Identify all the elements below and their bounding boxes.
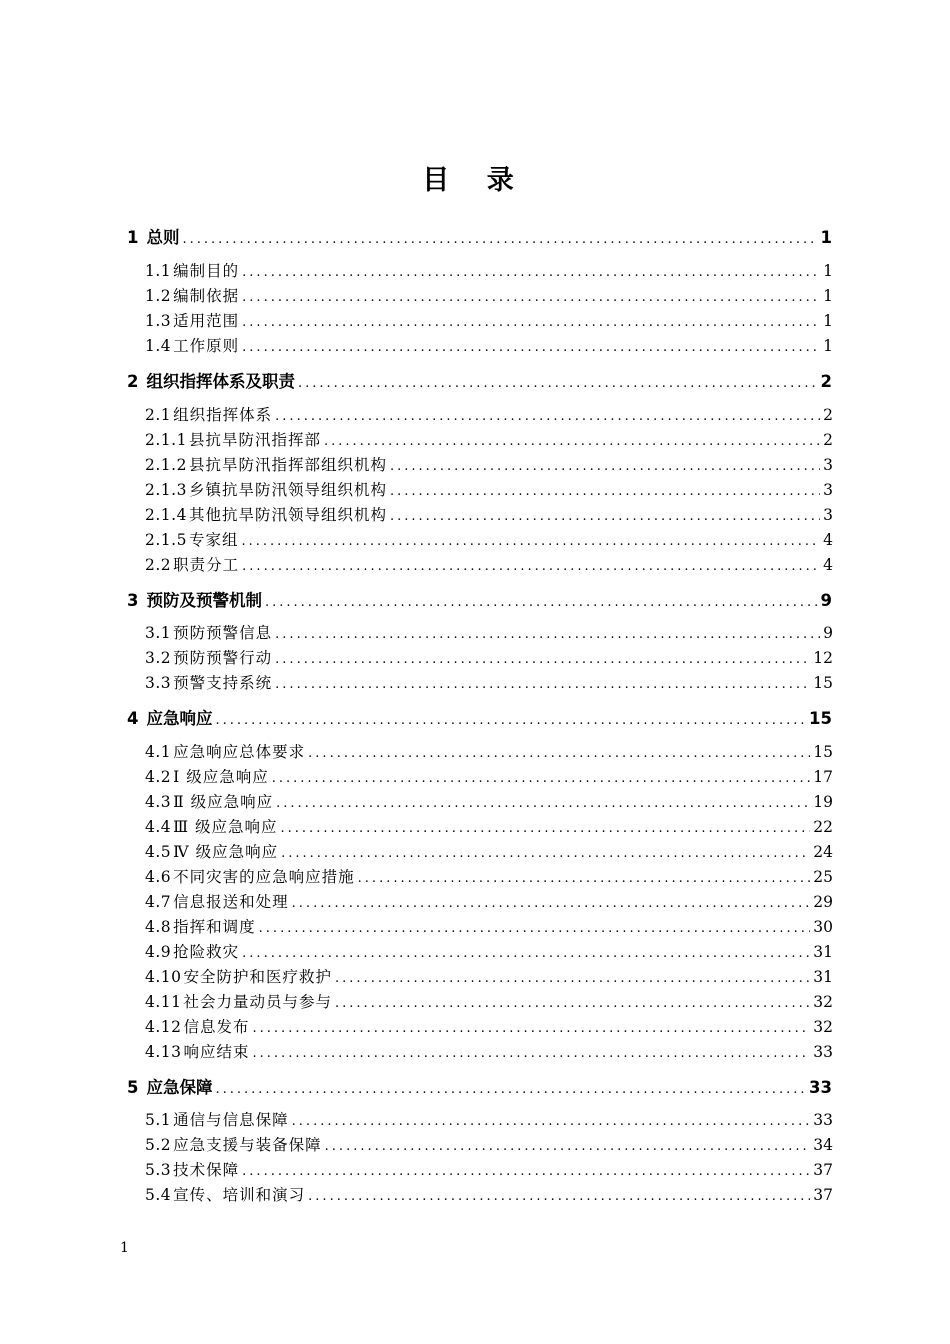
- toc-entry-number: 5: [127, 1078, 139, 1097]
- toc-leader-dots: [390, 484, 820, 499]
- toc-leader-dots: [275, 627, 820, 642]
- toc-entry[interactable]: [145, 840, 833, 862]
- toc-entry-page: 1: [823, 262, 833, 280]
- toc-entry-page: 15: [809, 709, 832, 728]
- toc-entry[interactable]: [127, 705, 832, 729]
- toc-entry-title: 专家组: [188, 531, 239, 549]
- toc-entry-number: 2.1.1: [145, 431, 187, 449]
- toc-entry-number: 1: [127, 228, 139, 247]
- toc-leader-dots: [335, 971, 810, 986]
- toc-entry-page: 30: [813, 918, 833, 936]
- toc-entry[interactable]: [145, 503, 833, 525]
- toc-leader-dots: [276, 796, 810, 811]
- toc-entry-number: 3.2: [145, 649, 172, 667]
- toc-entry-title: Ⅱ 级应急响应: [173, 793, 274, 811]
- toc-entry-page: 12: [813, 649, 833, 667]
- toc-leader-dots: [358, 871, 811, 886]
- toc-entry-title: 应急保障: [146, 1078, 213, 1097]
- toc-entry[interactable]: [145, 940, 833, 962]
- toc-leader-dots: [275, 677, 810, 692]
- toc-entry[interactable]: [145, 790, 833, 812]
- toc-entry-number: 4.4: [145, 818, 172, 836]
- toc-entry-number: 3.1: [145, 624, 172, 642]
- toc-entry-title: 预警支持系统: [173, 674, 273, 692]
- toc-entry[interactable]: [127, 1074, 832, 1098]
- toc-entry-number: 3: [127, 591, 139, 610]
- toc-leader-dots: [242, 1164, 810, 1179]
- toc-entry[interactable]: [145, 1015, 833, 1037]
- toc-leader-dots: [275, 409, 820, 424]
- toc-entry-title: 预防及预警机制: [146, 591, 262, 610]
- toc-entry-page: 34: [813, 1136, 833, 1154]
- toc-entry-title: 抢险救灾: [173, 943, 240, 961]
- toc-leader-dots: [292, 896, 811, 911]
- toc-entry-page: 32: [813, 993, 833, 1011]
- toc-entry-page: 31: [813, 943, 833, 961]
- toc-leader-dots: [390, 459, 820, 474]
- toc-entry-page: 4: [823, 556, 833, 574]
- toc-entry[interactable]: [145, 1183, 833, 1205]
- toc-entry-title: 乡镇抗旱防汛领导组织机构: [188, 481, 387, 499]
- toc-entry-title: 信息报送和处理: [173, 893, 289, 911]
- toc-entry-title: 预防预警行动: [173, 649, 273, 667]
- toc-entry-title: 响应结束: [183, 1043, 250, 1061]
- toc-entry-title: 其他抗旱防汛领导组织机构: [188, 506, 387, 524]
- toc-entry-title: Ⅳ 级应急响应: [173, 843, 279, 861]
- toc-leader-dots: [253, 1046, 811, 1061]
- toc-entry-page: 22: [813, 818, 833, 836]
- toc-entry-page: 24: [813, 843, 833, 861]
- page-title: 目 录: [422, 165, 528, 196]
- toc-entry-page: 1: [823, 312, 833, 330]
- toc-entry-number: 4.7: [145, 893, 172, 911]
- toc-entry[interactable]: [145, 528, 833, 550]
- toc-leader-dots: [298, 376, 818, 391]
- toc-leader-dots: [324, 434, 820, 449]
- toc-leader-dots: [281, 846, 810, 861]
- toc-entry-title: 安全防护和医疗救护: [183, 968, 333, 986]
- toc-entry-title: 县抗旱防汛指挥部: [188, 431, 321, 449]
- toc-entry-number: 4.6: [145, 868, 172, 886]
- toc-entry[interactable]: [145, 646, 833, 668]
- toc-entry-title: 应急响应总体要求: [173, 743, 306, 761]
- toc-leader-dots: [265, 595, 818, 610]
- toc-entry[interactable]: [145, 915, 833, 937]
- toc-leader-dots: [281, 821, 811, 836]
- toc-entry-page: 1: [823, 287, 833, 305]
- toc-entry-number: 5.2: [145, 1136, 172, 1154]
- toc-entry[interactable]: [145, 671, 833, 693]
- toc-entry-number: 5.4: [145, 1186, 172, 1204]
- toc-entry-page: 33: [809, 1078, 832, 1097]
- toc-leader-dots: [215, 1082, 806, 1097]
- toc-entry[interactable]: [145, 403, 833, 425]
- toc-entry-number: 4.8: [145, 918, 172, 936]
- toc-entry-title: 应急支援与装备保障: [173, 1136, 322, 1154]
- toc-entry-number: 5.1: [145, 1111, 172, 1129]
- toc-entry-page: 9: [820, 591, 832, 610]
- toc-entry[interactable]: [145, 990, 833, 1012]
- toc-entry-page: 1: [823, 337, 833, 355]
- toc-leader-dots: [242, 340, 820, 355]
- toc-entry-number: 4: [127, 709, 139, 728]
- toc-entry[interactable]: [145, 740, 833, 762]
- toc-entry-number: 2.1.4: [145, 506, 187, 524]
- toc-entry-title: 应急响应: [146, 709, 213, 728]
- toc-leader-dots: [242, 315, 820, 330]
- toc-entry-title: 社会力量动员与参与: [183, 993, 333, 1011]
- toc-entry[interactable]: [145, 453, 833, 475]
- toc-entry-number: 1.2: [145, 287, 172, 305]
- toc-entry-number: 2.1.2: [145, 456, 187, 474]
- toc-entry[interactable]: [145, 1040, 833, 1062]
- toc-entry[interactable]: [145, 478, 833, 500]
- toc-entry-title: 县抗旱防汛指挥部组织机构: [188, 456, 387, 474]
- toc-entry[interactable]: [145, 621, 833, 643]
- toc-leader-dots: [335, 996, 810, 1011]
- toc-entry[interactable]: [145, 1133, 833, 1155]
- toc-entry-number: 2: [127, 372, 139, 391]
- toc-entry-page: 31: [813, 968, 833, 986]
- toc-entry-page: 2: [823, 431, 833, 449]
- toc-entry[interactable]: [145, 284, 833, 306]
- toc-entry[interactable]: [145, 553, 833, 575]
- toc-entry-title: 编制目的: [173, 262, 240, 280]
- toc-entry-title: 适用范围: [173, 312, 240, 330]
- toc-leader-dots: [253, 1021, 811, 1036]
- toc-entry-page: 3: [823, 456, 833, 474]
- toc-entry[interactable]: [145, 965, 833, 987]
- toc-entry-page: 33: [813, 1111, 833, 1129]
- toc-entry[interactable]: [145, 259, 833, 281]
- toc-leader-dots: [308, 1189, 810, 1204]
- toc-entry-number: 2.2: [145, 556, 172, 574]
- toc-entry-title: 不同灾害的应急响应措施: [173, 868, 355, 886]
- toc-entry-title: 宣传、培训和演习: [173, 1186, 306, 1204]
- toc-leader-dots: [242, 290, 820, 305]
- toc-entry-number: 1.4: [145, 337, 172, 355]
- toc-entry-title: Ⅰ 级应急响应: [173, 768, 269, 786]
- toc-entry-page: 3: [823, 506, 833, 524]
- toc-entry-page: 33: [813, 1043, 833, 1061]
- toc-leader-dots: [390, 509, 820, 524]
- toc-entry[interactable]: [127, 587, 832, 611]
- toc-entry-title: 职责分工: [173, 556, 240, 574]
- toc-entry-title: 总则: [146, 228, 180, 247]
- toc-entry-number: 5.3: [145, 1161, 172, 1179]
- toc-entry[interactable]: [145, 1158, 833, 1180]
- toc-leader-dots: [292, 1114, 811, 1129]
- toc-leader-dots: [308, 746, 810, 761]
- toc-leader-dots: [242, 265, 820, 280]
- toc-entry[interactable]: [145, 865, 833, 887]
- toc-entry-number: 4.3: [145, 793, 172, 811]
- toc-entry-page: 29: [813, 893, 833, 911]
- toc-entry-number: 2.1.3: [145, 481, 187, 499]
- toc-leader-dots: [242, 559, 820, 574]
- toc-entry-title: 组织指挥体系及职责: [146, 372, 295, 391]
- toc-leader-dots: [215, 713, 806, 728]
- toc-leader-dots: [242, 946, 810, 961]
- toc-entry-page: 37: [813, 1161, 833, 1179]
- toc-entry-title: 编制依据: [173, 287, 240, 305]
- toc-entry-page: 9: [823, 624, 833, 642]
- toc-entry-number: 4.11: [145, 993, 182, 1011]
- toc-entry-number: 4.10: [145, 968, 182, 986]
- toc-entry[interactable]: [145, 428, 833, 450]
- toc-entry-title: 通信与信息保障: [173, 1111, 289, 1129]
- toc-entry-page: 15: [813, 674, 833, 692]
- toc-entry-title: 技术保障: [173, 1161, 240, 1179]
- toc-entry-page: 1: [820, 228, 832, 247]
- toc-leader-dots: [325, 1139, 811, 1154]
- toc-entry[interactable]: [145, 765, 833, 787]
- toc-entry-page: 2: [823, 406, 833, 424]
- toc-entry[interactable]: [127, 368, 832, 392]
- toc-entry-number: 4.1: [145, 743, 172, 761]
- toc-entry-number: 4.12: [145, 1018, 182, 1036]
- toc-leader-dots: [241, 534, 820, 549]
- toc-entry-title: 预防预警信息: [173, 624, 273, 642]
- toc-entry[interactable]: [145, 890, 833, 912]
- toc-entry-page: 19: [813, 793, 833, 811]
- toc-entry-number: 4.2: [145, 768, 172, 786]
- toc-entry-title: 组织指挥体系: [173, 406, 273, 424]
- toc-entry-number: 4.9: [145, 943, 172, 961]
- toc-leader-dots: [275, 652, 810, 667]
- toc-entry[interactable]: [145, 1108, 833, 1130]
- toc-entry-number: 2.1.5: [145, 531, 187, 549]
- toc-entry-title: 指挥和调度: [173, 918, 256, 936]
- toc-entry[interactable]: [145, 815, 833, 837]
- toc-entry-number: 1.1: [145, 262, 172, 280]
- toc-leader-dots: [182, 232, 817, 247]
- toc-entry-page: 37: [813, 1186, 833, 1204]
- toc-entry-title: 工作原则: [173, 337, 240, 355]
- toc-entry[interactable]: [127, 224, 832, 248]
- toc-entry-page: 25: [813, 868, 833, 886]
- toc-entry-page: 4: [823, 531, 833, 549]
- toc-entry-number: 4.5: [145, 843, 172, 861]
- toc-entry[interactable]: [145, 334, 833, 356]
- toc-entry-page: 3: [823, 481, 833, 499]
- toc-entry[interactable]: [145, 309, 833, 331]
- toc-entry-number: 3.3: [145, 674, 172, 692]
- toc-entry-page: 15: [813, 743, 833, 761]
- toc-entry-number: 2.1: [145, 406, 172, 424]
- toc-entry-number: 1.3: [145, 312, 172, 330]
- toc-entry-page: 17: [813, 768, 833, 786]
- toc-entry-page: 32: [813, 1018, 833, 1036]
- toc-leader-dots: [272, 771, 811, 786]
- toc-leader-dots: [259, 921, 811, 936]
- toc-entry-page: 2: [820, 372, 832, 391]
- toc-entry-title: Ⅲ 级应急响应: [173, 818, 278, 836]
- toc-entry-number: 4.13: [145, 1043, 182, 1061]
- toc-entry-title: 信息发布: [183, 1018, 250, 1036]
- page-number: 1: [120, 1240, 129, 1256]
